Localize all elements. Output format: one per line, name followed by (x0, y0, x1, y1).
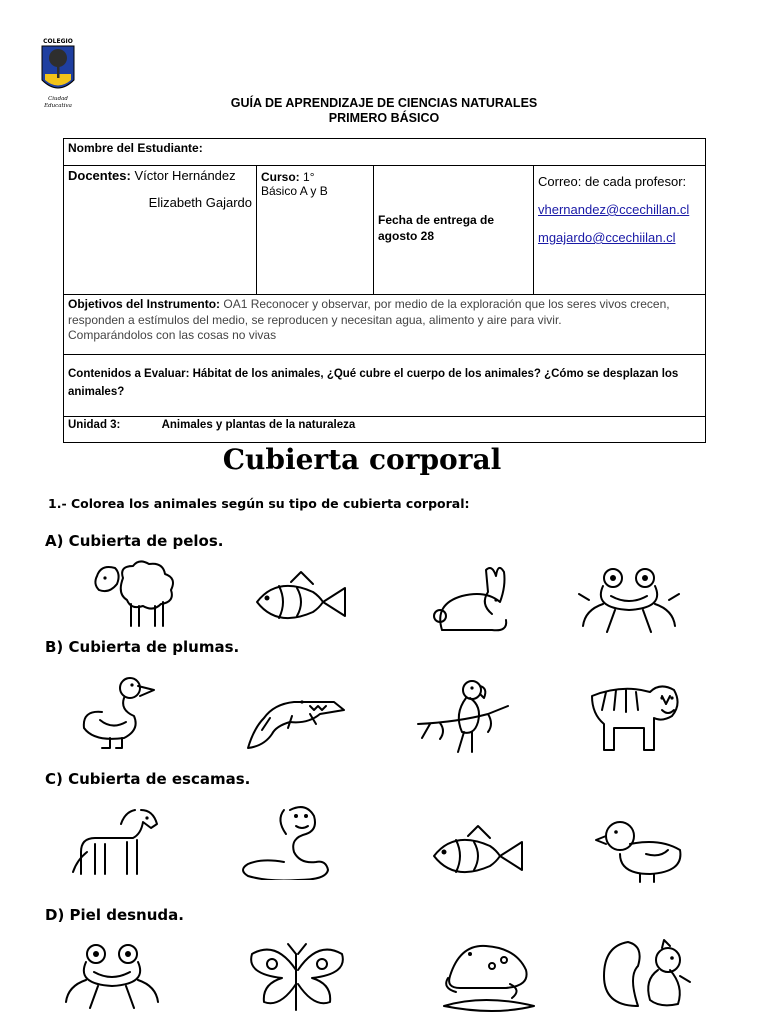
teacher-2: Elizabeth Gajardo (148, 195, 252, 210)
objectives-text: OA1 Reconocer y observar, por medio de la exploración que los seres vivos crecen, responden a estímulos del medio, se reproducen y necesitan agua, alimento y aire para vivir. (68, 297, 670, 327)
email-label: Correo: de cada profesor: (538, 174, 687, 189)
frog-2-drawing (58, 940, 168, 1020)
snake-drawing (240, 800, 350, 880)
squirrel-drawing (598, 936, 708, 1016)
guide-title: GUÍA DE APRENDIZAJE DE CIENCIAS NATURALES (230, 96, 538, 110)
grade-title: PRIMERO BÁSICO (328, 111, 440, 125)
worksheet-title: Cubierta corporal (222, 443, 502, 476)
unit-value: Animales y plantas de la naturaleza (161, 419, 356, 431)
fish-2-drawing (422, 816, 532, 896)
email-link-2[interactable]: mgajardo@ccechiilan.cl (538, 230, 676, 245)
horse-drawing (65, 800, 175, 880)
instruction-text: 1.- Colorea los animales según su tipo de cubierta corporal: (48, 496, 470, 511)
svg-text:Ciudad: Ciudad (48, 96, 68, 102)
rabbit-drawing (422, 560, 532, 640)
course-cell (257, 166, 374, 295)
delivery-date: Fecha de entrega de agosto 28 (378, 213, 495, 243)
email-link-1[interactable]: vhernandez@ccechillan.cl (538, 202, 690, 217)
section-a-label: A) Cubierta de pelos. (45, 532, 224, 550)
butterfly-drawing (242, 940, 352, 1020)
crocodile-drawing (240, 680, 350, 760)
course-label: Curso: (261, 170, 300, 184)
toad-drawing (430, 936, 540, 1016)
teacher-1: Víctor Hernández (134, 168, 236, 183)
delivery-cell (374, 166, 534, 295)
teachers-label: Docentes: (68, 168, 131, 183)
student-name-cell (64, 139, 706, 166)
contents-cell (64, 355, 706, 417)
sheep-drawing (85, 558, 195, 638)
unit-label: Unidad 3: (68, 419, 121, 431)
section-d-label: D) Piel desnuda. (45, 906, 184, 924)
unit-cell (64, 417, 706, 443)
objectives-extra: Comparándolos con las cosas no vivas (68, 328, 277, 342)
info-table (63, 138, 706, 443)
svg-text:COLEGIO: COLEGIO (43, 38, 73, 45)
section-c-label: C) Cubierta de escamas. (45, 770, 251, 788)
objectives-cell (64, 295, 706, 355)
fish-drawing (245, 562, 355, 642)
contents-text: Contenidos a Evaluar: Hábitat de los animales, ¿Qué cubre el cuerpo de los animales? ¿Cómo se desplazan los animales? (68, 368, 679, 398)
teachers-cell (64, 166, 257, 295)
objectives-label: Objetivos del Instrumento: (68, 297, 221, 311)
tiger-drawing (582, 676, 692, 756)
course-groups: Básico A y B (261, 184, 328, 198)
frog-drawing (575, 564, 685, 644)
parrot-drawing (410, 676, 520, 756)
course-value: 1° (303, 170, 315, 184)
student-label: Nombre del Estudiante: (68, 141, 203, 155)
chick-drawing (590, 810, 700, 890)
svg-text:Educativa: Educativa (44, 103, 72, 109)
section-b-label: B) Cubierta de plumas. (45, 638, 240, 656)
email-cell (534, 166, 706, 295)
duck-drawing (80, 672, 190, 752)
